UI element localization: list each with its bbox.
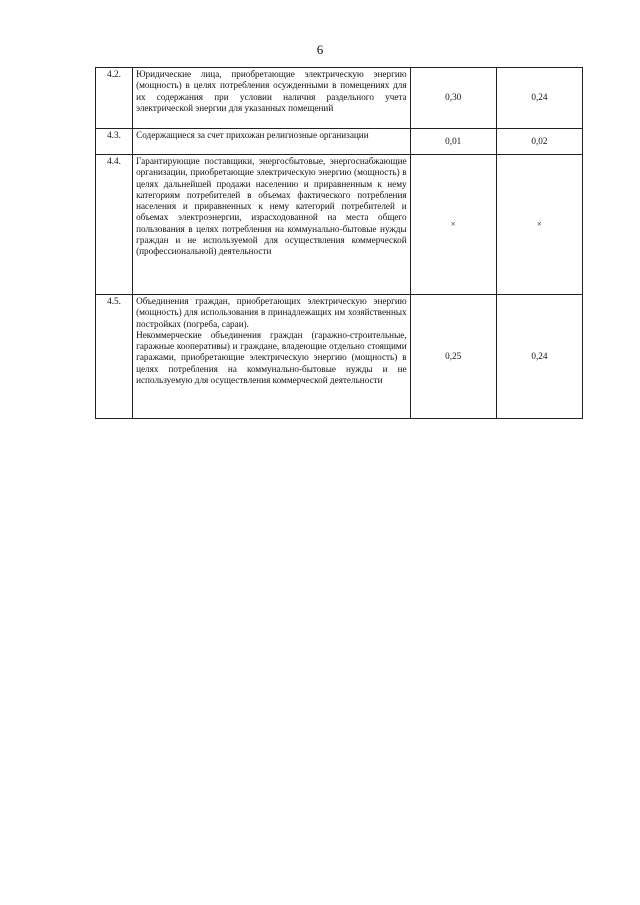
row-number: 4.4. [96,155,133,295]
cross-mark: × [536,218,542,229]
row-description: Юридические лица, приобретающие электрическую энергию (мощность) в целях потребления осужденными в помещениях для их содержания при условии наличия раздельного учета электрической энергии для указанных помещений [133,68,411,129]
page-number: 6 [316,42,324,57]
table-row [96,295,583,419]
row-value-2: 0,02 [496,129,582,155]
table-row [96,129,583,155]
row-number: 4.2. [96,68,133,129]
table-row [96,155,583,295]
row-value-2 [496,155,582,295]
row-value-1 [410,155,496,295]
row-description: Гарантирующие поставщики, энергосбытовые, энергоснабжающие организации, приобретающие электрическую энергию (мощность) в целях дальнейшей продажи населению и приравненным к нему категориям потребителей в объемах фактического потребления населения и приравненных к нему категорий потребителей и объемах электроэнергии, израсходованной на места общего пользования в целях потребления на коммунально-бытовые нужды граждан и не используемой для осуществления коммерческой (профессиональной) деятельности [133,155,411,295]
row-value-2: 0,24 [496,68,582,129]
row-number: 4.3. [96,129,133,155]
row-number: 4.5. [96,295,133,419]
cross-mark: × [450,218,456,229]
row-value-2: 0,24 [496,295,582,419]
row-value-1: 0,01 [410,129,496,155]
row-description [133,295,411,419]
row-value-1: 0,30 [410,68,496,129]
table-row [96,68,583,129]
description-paragraph-1: Объединения граждан, приобретающих электрическую энергию (мощность) для использования в принадлежащих им хозяйственных постройках (погреба, сараи). [136,296,407,329]
row-description: Содержащиеся за счет прихожан религиозные организации [133,129,411,155]
row-value-1: 0,25 [410,295,496,419]
tariff-table [95,67,583,419]
description-paragraph-2: Некоммерческие объединения граждан (гаражно-строительные, гаражные кооперативы) и граждане, владеющие отдельно стоящими гаражами, приобретающие электрическую энергию (мощность) в целях потребления на коммунально-бытовые нужды и не используемую для осуществления коммерческой деятельности [136,329,407,386]
